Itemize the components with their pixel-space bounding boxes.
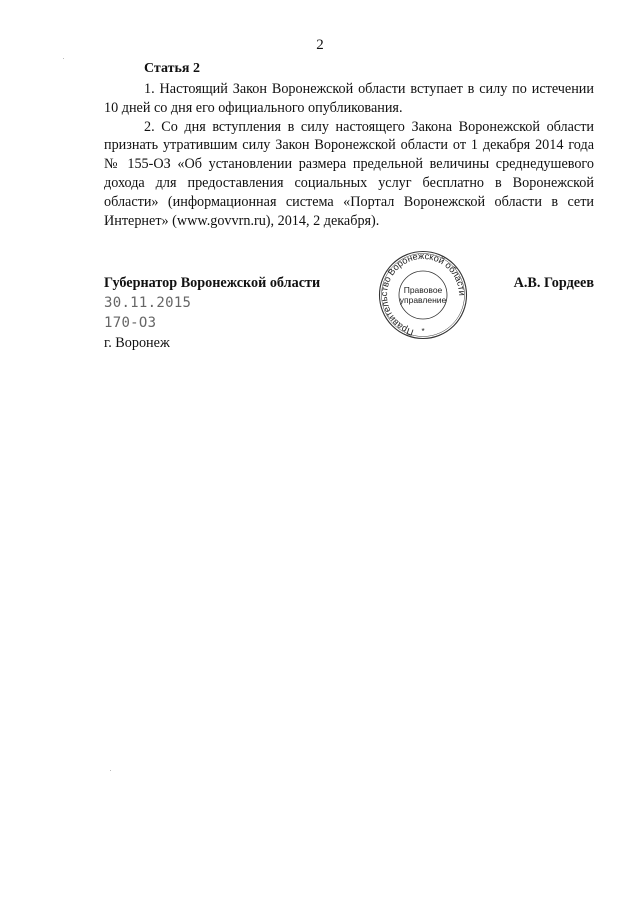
seal-graphic bbox=[373, 250, 473, 340]
scan-speck bbox=[63, 58, 64, 59]
paragraph-2: 2. Со дня вступления в силу настоящего Закона Воронежской области признать утратившим силу Закон Воронежской области от 1 декабря 2014 года № 155-ОЗ «Об установлении размера предельной величины среднедушевого дохода для предоставления социальных услуг бесплатно в Воронежской области» (информационная система «Портал Воронежской области в сети Интернет» (www.govvrn.ru), 2014, 2 декабря). bbox=[104, 118, 594, 229]
place-of-signing: г. Воронеж bbox=[104, 335, 170, 351]
signatory-title: Губернатор Воронежской области bbox=[104, 275, 321, 291]
article-body bbox=[104, 80, 594, 230]
scan-speck bbox=[110, 770, 111, 771]
paragraph-1: 1. Настоящий Закон Воронежской области вступает в силу по истечении 10 дней со дня его официального опубликования. bbox=[104, 81, 594, 116]
article-heading: Статья 2 bbox=[144, 61, 200, 76]
official-seal bbox=[373, 250, 473, 340]
page-number: 2 bbox=[316, 37, 324, 53]
signatory-name: А.В. Гордеев bbox=[513, 275, 594, 291]
seal-center-line-1: Правовое bbox=[403, 285, 443, 295]
seal-ring-text: Правительство Воронежской области bbox=[378, 250, 468, 338]
registration-date: 30.11.2015 bbox=[104, 295, 192, 311]
seal-star-icon: * bbox=[421, 327, 425, 336]
seal-center-line-2: управление bbox=[399, 295, 447, 305]
registration-number: 170-ОЗ bbox=[104, 315, 157, 331]
